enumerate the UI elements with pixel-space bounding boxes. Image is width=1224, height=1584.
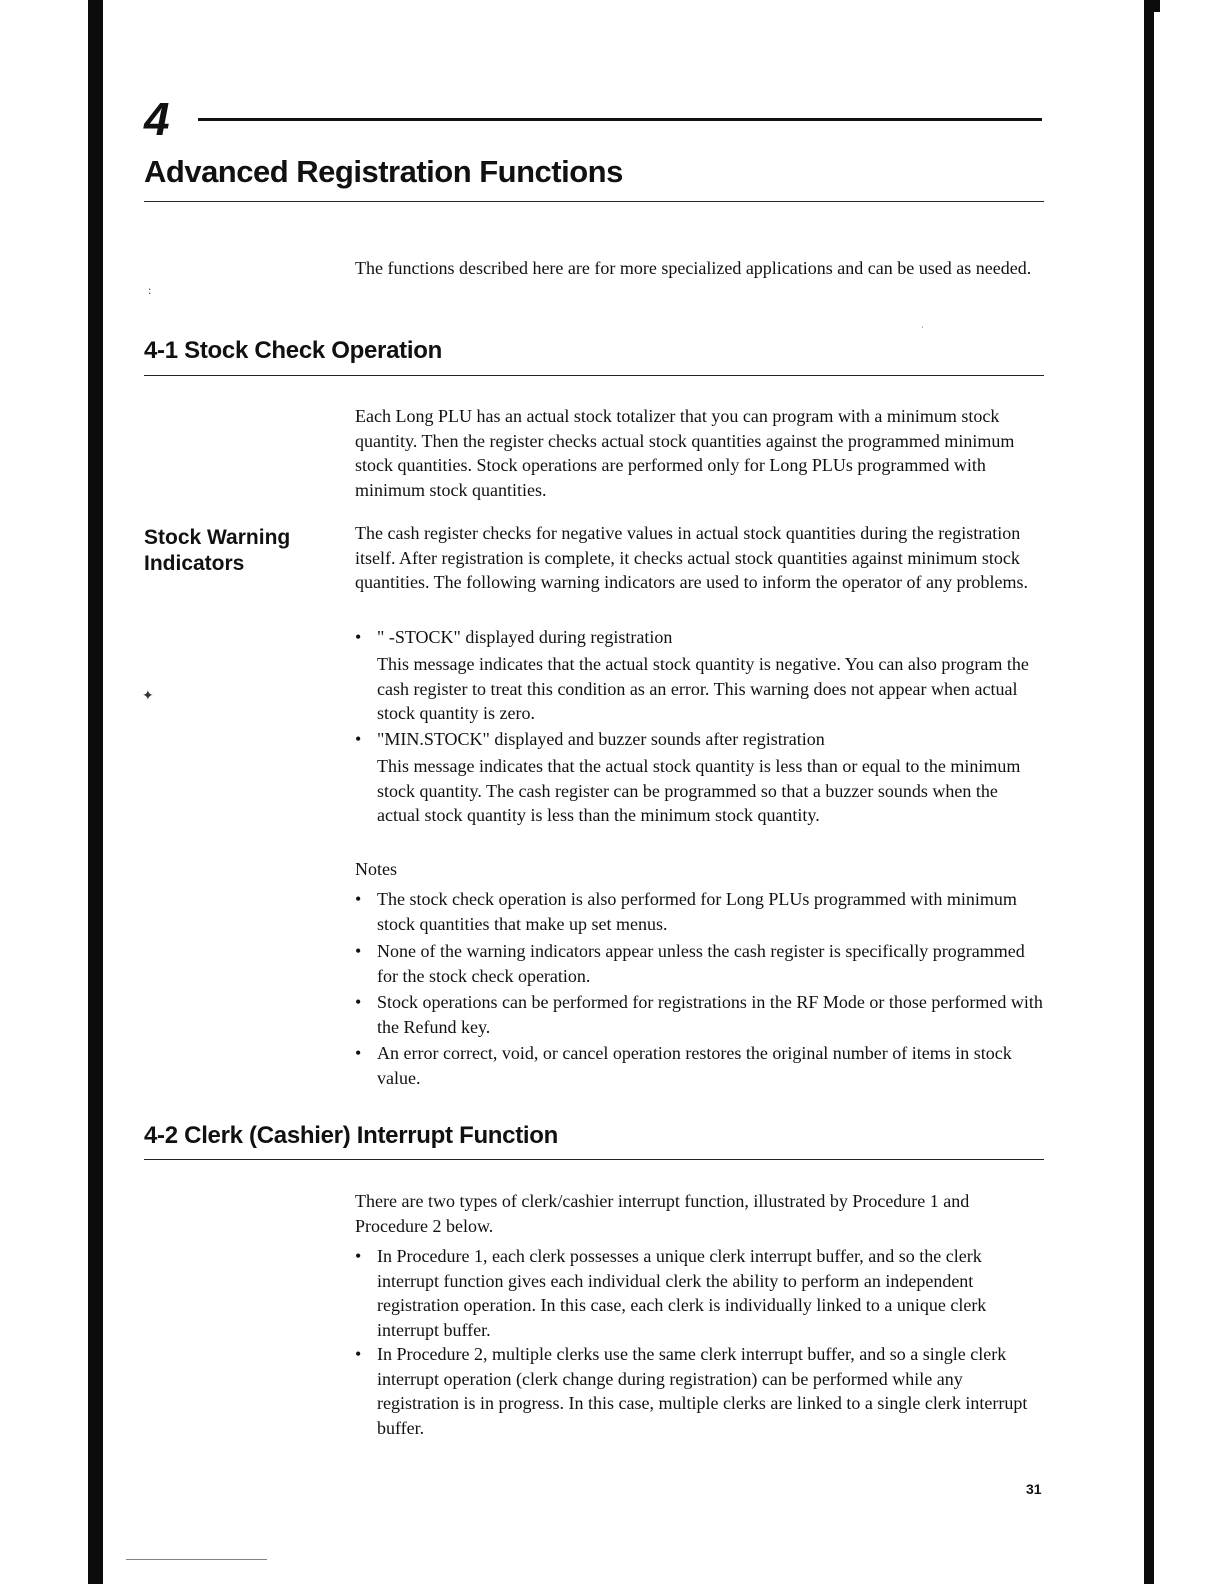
side-heading-stock-warning: Stock Warning Indicators xyxy=(144,526,291,575)
indicator-label: " -STOCK" displayed during registration xyxy=(377,627,673,647)
scan-speck: ✦ xyxy=(142,689,154,704)
chapter-title-rule xyxy=(144,201,1044,202)
bullet-icon: • xyxy=(355,1344,362,1364)
section-rule-clerk-interrupt xyxy=(144,1159,1044,1160)
section-heading-stock-check: 4-1 Stock Check Operation xyxy=(144,337,442,364)
notes-label: Notes xyxy=(355,859,397,879)
section-rule-stock-check xyxy=(144,375,1044,376)
section-heading-clerk-interrupt: 4-2 Clerk (Cashier) Interrupt Function xyxy=(144,1122,558,1149)
procedure-text: In Procedure 1, each clerk possesses a unique clerk interrupt buffer, and so the clerk interrupt function gives each individual clerk the ability to perform an independent registration operation. In this case, each clerk is individually linked to a unique clerk interrupt buffer. xyxy=(377,1246,987,1340)
section-intro-clerk-interrupt: There are two types of clerk/cashier interrupt function, illustrated by Procedure 1 and Procedure 2 below. xyxy=(355,1191,970,1236)
indicator-label: "MIN.STOCK" displayed and buzzer sounds after registration xyxy=(377,729,825,749)
scan-bottom-line xyxy=(126,1559,267,1560)
chapter-intro: The functions described here are for more specialized applications and can be used as needed. xyxy=(355,258,1032,278)
bullet-icon: • xyxy=(355,992,362,1012)
bullet-icon: • xyxy=(355,1246,362,1266)
note-text: Stock operations can be performed for registrations in the RF Mode or those performed with the Refund key. xyxy=(377,992,1043,1037)
stock-warning-text: The cash register checks for negative values in actual stock quantities during the registration itself. After registration is complete, it checks actual stock quantities against minimum stock quantities. The following warning indicators are used to inform the operator of any problems. xyxy=(355,523,1028,592)
scan-left-edge-bar xyxy=(88,0,103,1584)
note-text: An error correct, void, or cancel operation restores the original number of items in stock value. xyxy=(377,1043,1012,1088)
bullet-icon: • xyxy=(355,889,362,909)
note-text: None of the warning indicators appear unless the cash register is specifically programmed for the stock check operation. xyxy=(377,941,1025,986)
section-intro-stock-check: Each Long PLU has an actual stock totalizer that you can program with a minimum stock quantity. Then the register checks actual stock quantities against the programmed minimum stock quantities. Stock operations are performed only for Long PLUs programmed with minimum stock quantities. xyxy=(355,406,1015,500)
page-number: 31 xyxy=(1026,1481,1042,1497)
scan-speck: · xyxy=(921,323,924,332)
bullet-icon: • xyxy=(355,627,362,647)
note-text: The stock check operation is also performed for Long PLUs programmed with minimum stock quantities that make up set menus. xyxy=(377,889,1017,934)
bullet-icon: • xyxy=(355,1043,362,1063)
bullet-icon: • xyxy=(355,729,362,749)
scan-speck: : xyxy=(148,283,152,297)
scan-right-edge-bar xyxy=(1144,0,1154,1584)
bullet-icon: • xyxy=(355,941,362,961)
scan-right-edge-tip xyxy=(1154,0,1160,12)
chapter-rule xyxy=(198,118,1042,121)
procedure-text: In Procedure 2, multiple clerks use the same clerk interrupt buffer, and so a single clerk interrupt operation (clerk change during registration) can be performed while any registration is in progress. In this case, multiple clerks are linked to a single clerk interrupt buffer. xyxy=(377,1344,1028,1438)
indicator-description: This message indicates that the actual stock quantity is negative. You can also program the cash register to treat this condition as an error. This warning does not appear when actual stock quantity is zero. xyxy=(377,654,1029,723)
chapter-number: 4 xyxy=(144,93,169,145)
chapter-title: Advanced Registration Functions xyxy=(144,154,623,189)
indicator-description: This message indicates that the actual stock quantity is less than or equal to the minimum stock quantity. The cash register can be programmed so that a buzzer sounds when the actual stock quantity is less than the minimum stock quantity. xyxy=(377,756,1021,825)
